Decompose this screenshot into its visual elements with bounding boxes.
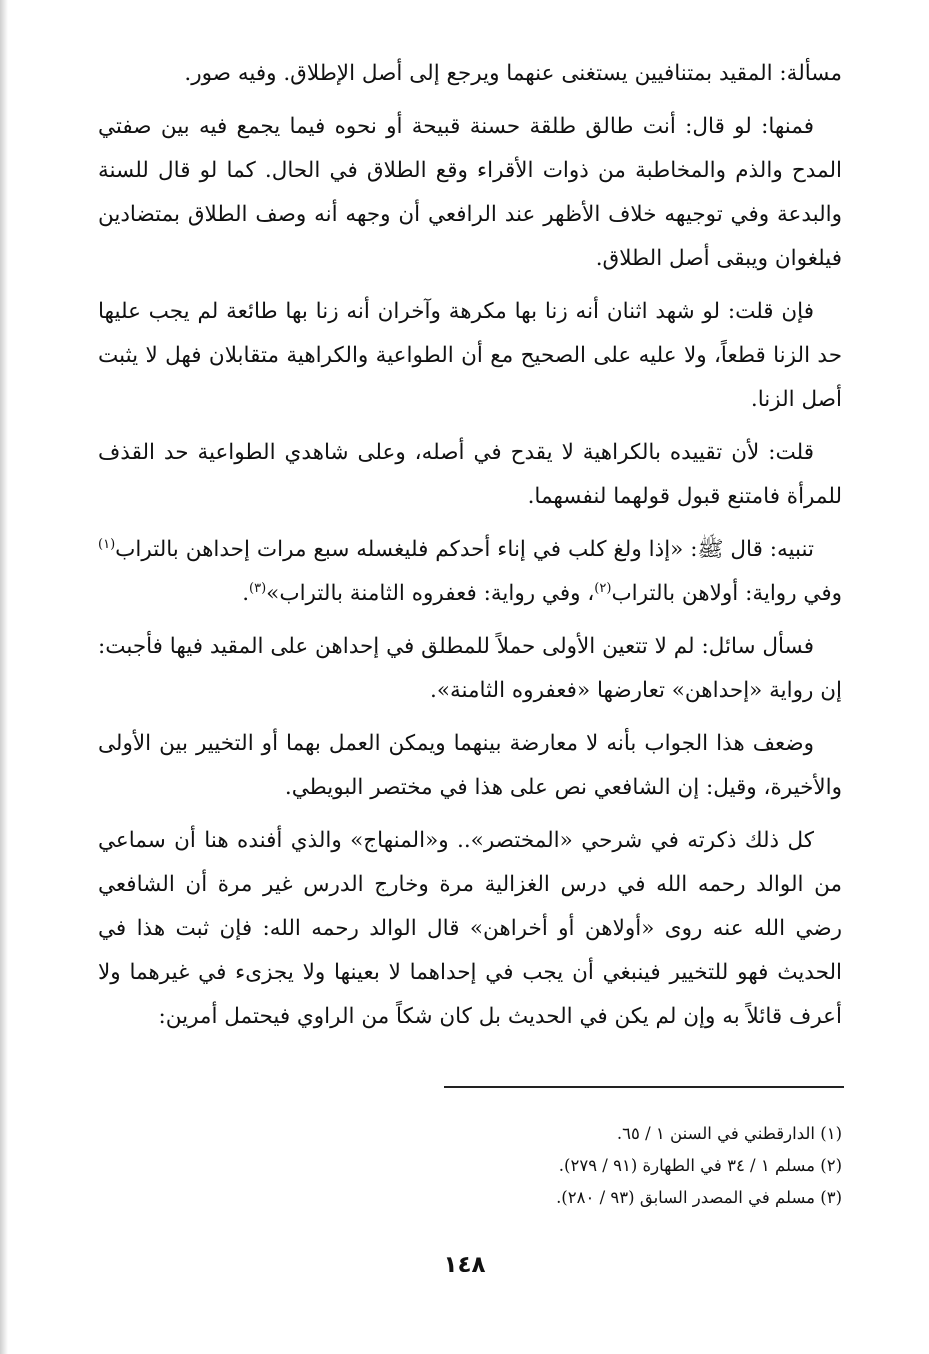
tanbih-text-2: وفي رواية: أولاهن بالتراب: [611, 581, 842, 606]
paragraph-fasaala: فسأل سائل: لم لا تتعين الأولى حملاً للمطلق في إحداهن على المقيد فيها فأجبت: إن رواية «إحداهن» تعارضها «فعفروه الثامنة».: [98, 634, 842, 703]
tanbih-text-3: ، وفي رواية: فعفروه الثامنة بالتراب»: [266, 581, 595, 606]
footnotes: [300, 1118, 842, 1214]
footnote-1: (١) الدارقطني في السنن ١ / ٦٥.: [616, 1124, 842, 1143]
paragraph-wadaufa: وضعف هذا الجواب بأنه لا معارضة بينهما ويمكن العمل بهما أو التخيير بين الأولى والأخيرة، وقيل: إن الشافعي نص على هذا في مختصر البويطي.: [98, 731, 842, 800]
footnote-2: (٢) مسلم ١ / ٣٤ في الطهارة (٩١ / ٢٧٩).: [558, 1156, 842, 1175]
footnote-3: (٣) مسلم في المصدر السابق (٩٣ / ٢٨٠).: [556, 1188, 842, 1207]
page-edge-shadow: [0, 0, 8, 1354]
paragraph-fa-in-qulta: فإن قلت: لو شهد اثنان أنه زنا بها مكرهة وآخران أنه زنا بها طائعة لم يجب عليها حد الزنا قطعاً، ولا عليه على الصحيح مع أن الطواعية والكراهية متقابلان فهل لا يثبت أصل الزنا.: [98, 299, 842, 412]
paragraph-faminha: فمنها: لو قال: أنت طالق طلقة حسنة قبيحة أو نحوه فيما يجمع فيه بين صفتي المدح والذم والمخاطبة من ذوات الأقراء وقع الطلاق في الحال. كما لو قال للسنة والبدعة وفي توجيهه خلاف الأظهر عند الرافعي أن وجهه أنه وصف الطلاق بمتضادين فيلغوان ويبقى أصل الطلاق.: [98, 114, 842, 271]
main-text-block: [98, 52, 842, 1048]
paragraph-qultu: قلت: لأن تقييده بالكراهية لا يقدح في أصله، وعلى شاهدي الطواعية حد القذف للمرأة فامتنع قبول قولهما لنفسهما.: [98, 440, 842, 509]
footnote-ref-2: (٢): [594, 580, 612, 596]
footnote-ref-3: (٣): [249, 580, 267, 596]
footnote-separator: [444, 1086, 844, 1088]
tanbih-text-4: .: [242, 581, 250, 606]
footnote-ref-1: (١): [98, 536, 116, 552]
paragraph-tanbih: [98, 528, 842, 616]
paragraph-masala: مسألة: المقيد بمتنافيين يستغنى عنهما ويرجع إلى أصل الإطلاق. وفيه صور.: [184, 61, 842, 86]
page-number: ١٤٨: [443, 1252, 486, 1278]
paragraph-kullu-dhalika: كل ذلك ذكرته في شرحي «المختصر».. و«المنهاج» والذي أفنده هنا أن سماعي من الوالد رحمه الله في درس الغزالية مرة وخارج الدرس غير مرة أن الشافعي رضي الله عنه روى «أولاهن أو أخراهن» قال الوالد رحمه الله: فإن ثبت هذا في الحديث فهو للتخيير فينبغي أن يجب في إحداهما لا بعينها ولا يجزىء في غيرهما ولا أعرف قائلاً به وإن لم يكن في الحديث بل كان شكاً من الراوي فيحتمل أمرين:: [98, 828, 842, 1029]
tanbih-text-1: تنبيه: قال ﷺ: «إذا ولغ كلب في إناء أحدكم فليغسله سبع مرات إحداهن بالتراب: [115, 537, 814, 562]
